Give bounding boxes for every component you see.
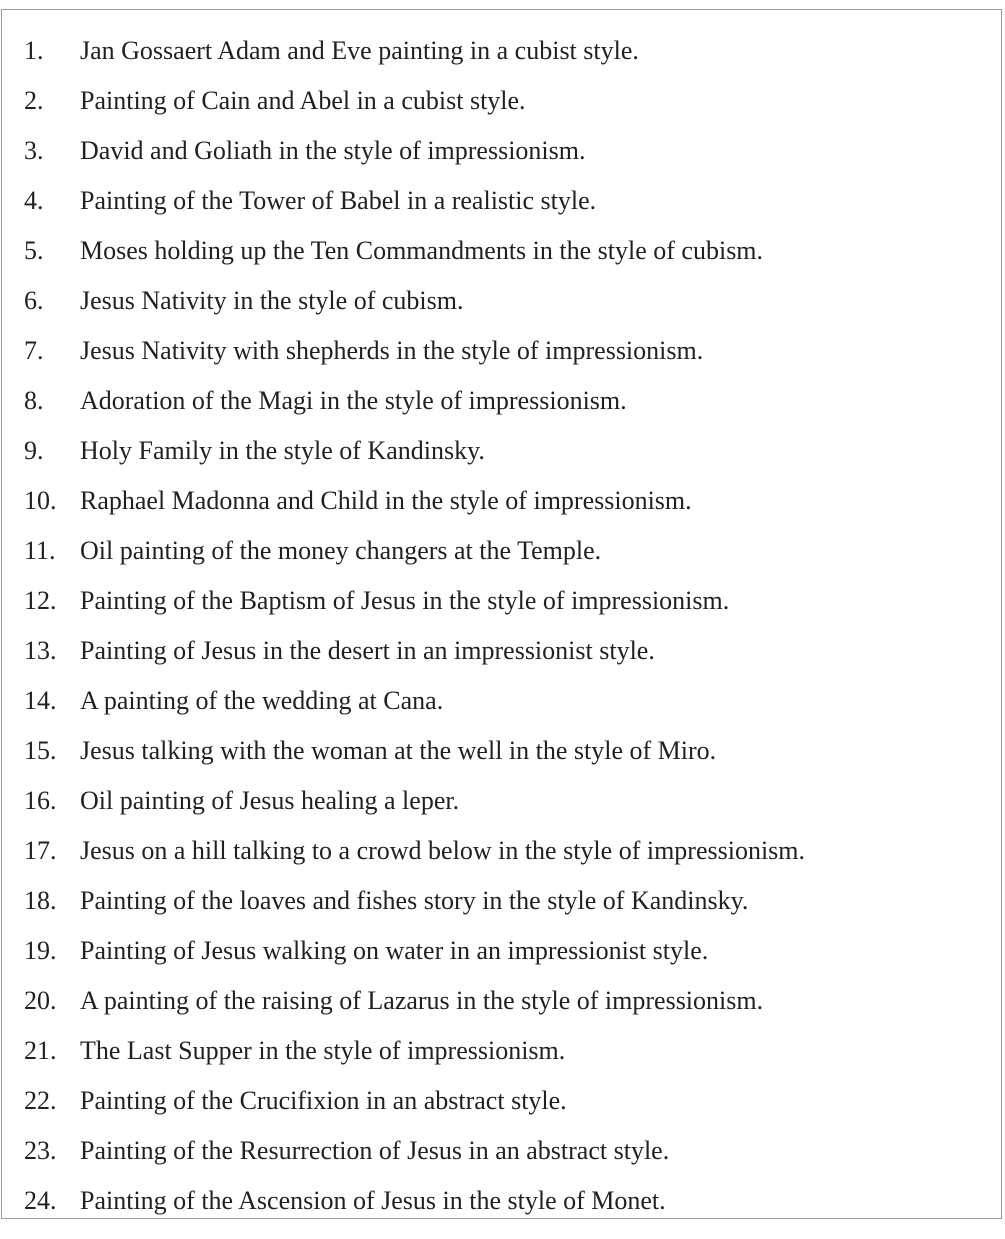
item-number: 3. — [24, 136, 44, 165]
item-text: Painting of the Tower of Babel in a realistic style. — [80, 186, 597, 215]
list-item — [2, 226, 805, 276]
list-item — [2, 326, 805, 376]
item-text: Jesus Nativity with shepherds in the style of impressionism. — [80, 336, 704, 365]
item-text: Painting of the Resurrection of Jesus in an abstract style. — [80, 1136, 670, 1165]
prompt-list — [2, 26, 805, 1226]
item-text: Painting of the Ascension of Jesus in the style of Monet. — [80, 1186, 666, 1215]
list-item — [2, 26, 805, 76]
item-number: 6. — [24, 286, 44, 315]
item-text: Painting of the Baptism of Jesus in the style of impressionism. — [80, 586, 730, 615]
list-item — [2, 1076, 805, 1126]
item-number: 14. — [24, 686, 57, 715]
list-item — [2, 626, 805, 676]
item-number: 23. — [24, 1136, 57, 1165]
list-item — [2, 926, 805, 976]
list-item — [2, 676, 805, 726]
list-item — [2, 1026, 805, 1076]
list-item — [2, 576, 805, 626]
list-item — [2, 176, 805, 226]
item-text: Painting of the Crucifixion in an abstract style. — [80, 1086, 567, 1115]
list-item — [2, 1176, 805, 1226]
item-number: 9. — [24, 436, 44, 465]
list-item — [2, 776, 805, 826]
item-number: 22. — [24, 1086, 57, 1115]
item-number: 15. — [24, 736, 57, 765]
list-item — [2, 526, 805, 576]
item-text: Painting of the loaves and fishes story in the style of Kandinsky. — [80, 886, 749, 915]
item-number: 2. — [24, 86, 44, 115]
list-item — [2, 726, 805, 776]
prompt-list-frame — [1, 9, 1002, 1219]
item-text: Jesus Nativity in the style of cubism. — [80, 286, 464, 315]
item-number: 8. — [24, 386, 44, 415]
list-item — [2, 876, 805, 926]
item-text: Oil painting of Jesus healing a leper. — [80, 786, 460, 815]
item-text: David and Goliath in the style of impressionism. — [80, 136, 586, 165]
item-text: Jan Gossaert Adam and Eve painting in a cubist style. — [80, 36, 639, 65]
item-number: 5. — [24, 236, 44, 265]
item-number: 24. — [24, 1186, 57, 1215]
list-item — [2, 76, 805, 126]
item-number: 16. — [24, 786, 57, 815]
list-item — [2, 1126, 805, 1176]
item-text: Painting of Jesus in the desert in an impressionist style. — [80, 636, 655, 665]
list-item — [2, 976, 805, 1026]
list-item — [2, 426, 805, 476]
item-number: 19. — [24, 936, 57, 965]
item-number: 11. — [24, 536, 56, 565]
item-number: 21. — [24, 1036, 57, 1065]
item-text: Oil painting of the money changers at the Temple. — [80, 536, 602, 565]
list-item — [2, 276, 805, 326]
item-text: Moses holding up the Ten Commandments in the style of cubism. — [80, 236, 764, 265]
item-text: Painting of Cain and Abel in a cubist style. — [80, 86, 526, 115]
item-text: Jesus on a hill talking to a crowd below in the style of impressionism. — [80, 836, 806, 865]
item-number: 20. — [24, 986, 57, 1015]
item-number: 17. — [24, 836, 57, 865]
item-number: 12. — [24, 586, 57, 615]
item-number: 7. — [24, 336, 44, 365]
item-text: Raphael Madonna and Child in the style of impressionism. — [80, 486, 692, 515]
item-text: A painting of the raising of Lazarus in the style of impressionism. — [80, 986, 764, 1015]
item-text: Adoration of the Magi in the style of impressionism. — [80, 386, 627, 415]
list-item — [2, 476, 805, 526]
list-item — [2, 126, 805, 176]
item-number: 4. — [24, 186, 44, 215]
item-text: The Last Supper in the style of impressionism. — [80, 1036, 566, 1065]
item-number: 18. — [24, 886, 57, 915]
item-number: 10. — [24, 486, 57, 515]
item-text: A painting of the wedding at Cana. — [80, 686, 444, 715]
item-number: 13. — [24, 636, 57, 665]
item-text: Holy Family in the style of Kandinsky. — [80, 436, 485, 465]
item-text: Jesus talking with the woman at the well in the style of Miro. — [80, 736, 717, 765]
item-number: 1. — [24, 36, 44, 65]
item-text: Painting of Jesus walking on water in an impressionist style. — [80, 936, 709, 965]
list-item — [2, 376, 805, 426]
list-item — [2, 826, 805, 876]
